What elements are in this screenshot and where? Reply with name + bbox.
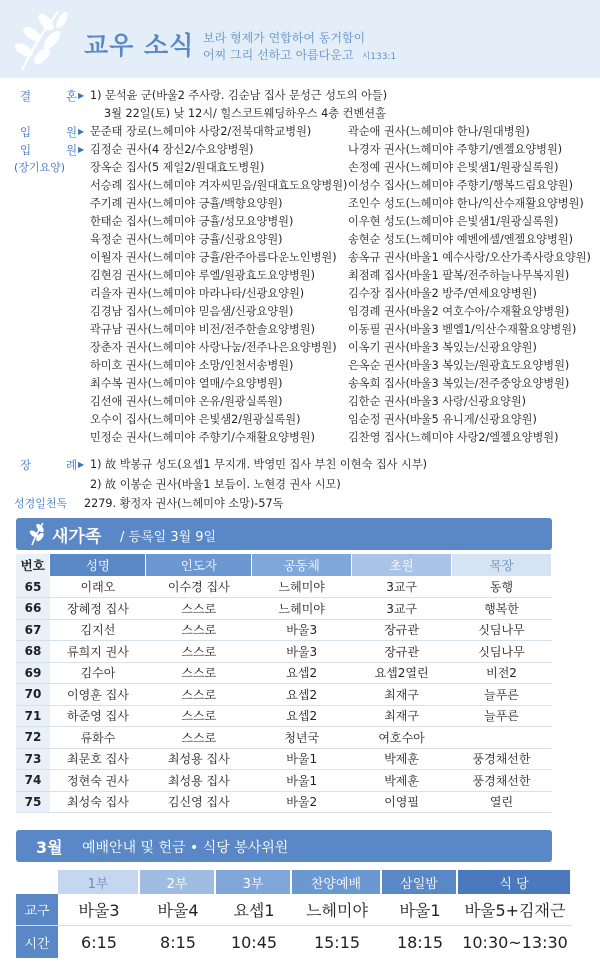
table-cell: 김지선 — [50, 619, 146, 641]
long-term-entry: 김현검 권사(느헤미야 루엘/원광효도요양병원) — [90, 269, 315, 282]
row-number: 71 — [16, 705, 50, 727]
long-term-row — [0, 177, 600, 195]
page-header — [0, 0, 600, 78]
long-term-label: (장기요양) — [14, 161, 66, 174]
long-term-row — [0, 159, 600, 177]
table-cell: 이영훈 집사 — [50, 684, 146, 706]
wedding-row: 결 혼 ▶ 1) 문석윤 군(바울2 주사랑. 김순남 집사 문성근 성도의 아들) — [20, 89, 388, 103]
table-row — [16, 705, 552, 727]
table-cell: 8:15 — [160, 932, 196, 952]
row-number: 67 — [16, 619, 50, 641]
table-cell: 열린 — [452, 791, 552, 813]
bible-reading-text: 2279. 황정자 권사(느헤미야 소망)-57독 — [84, 497, 284, 510]
table-cell: 풍경채선한 — [452, 770, 552, 792]
table-cell: 스스로 — [146, 598, 252, 620]
table-cell: 하준영 집사 — [50, 705, 146, 727]
long-term-entry: 이성수 집사(느헤미야 주향기/행복드림요양원) — [348, 179, 573, 192]
long-term-entry: 송현순 성도(느헤미야 예벤에셀/엔젤요양병원) — [348, 233, 573, 246]
table-cell: 요셉2 — [252, 662, 352, 684]
long-term-entry: 이월자 권사(느헤미야 긍휼/완주아름다운노인병원) — [90, 251, 337, 264]
table-cell: 바울1 — [382, 894, 458, 926]
long-term-entry: 하미호 권사(느헤미야 소망/인천서송병원) — [90, 359, 294, 372]
table-cell: 15:15 — [313, 932, 361, 952]
leaf-branch-icon — [8, 6, 80, 74]
table-cell: 바울1 — [252, 748, 352, 770]
long-term-entry: 송옥희 집사(바울3 복있는/전주중앙요양병원) — [348, 377, 570, 390]
table-cell: 정현숙 권사 — [50, 770, 146, 792]
long-term-entry: 민정순 권사(느헤미야 주향기/수재활요양병원) — [90, 431, 315, 444]
admission-entry: 나경자 권사(느헤미야 주향기/엔젤요양병원) — [348, 143, 563, 156]
table-cell: 바울5+김재근 — [458, 894, 572, 926]
table-cell: 풍경채선한 — [452, 748, 552, 770]
scripture-verse — [203, 30, 396, 66]
long-term-entry: 한태순 집사(느헤미야 긍휼/성모요양병원) — [90, 215, 294, 228]
table-cell: 바울3 — [252, 619, 352, 641]
table-cell: 18:15 — [396, 932, 444, 952]
admission-row: 입 원 ▶ 김정순 권사(4 장신2/수요양병원) 나경자 권사(느헤미야 주향기/엔젤요양병원) — [20, 143, 563, 157]
row-number: 70 — [16, 684, 50, 706]
table-cell: 요셉2 — [252, 684, 352, 706]
column-header: 목장 — [452, 554, 552, 576]
table-cell: 이영필 — [352, 791, 452, 813]
long-term-row — [0, 429, 600, 447]
long-term-entry: 김찬영 집사(느헤미야 사랑2/엘젤요양병원) — [348, 431, 559, 444]
table-cell: 스스로 — [146, 727, 252, 749]
table-row — [16, 641, 552, 663]
new-family-date: / 등록일 3월 9일 — [120, 530, 217, 545]
triangle-right-icon: ▶ — [78, 127, 85, 136]
table-cell: 바울4 — [140, 894, 216, 926]
table-cell: 이수경 집사 — [146, 576, 252, 598]
long-term-entry: 곽규남 권사(느헤미야 비전/전주한솔요양병원) — [90, 323, 315, 336]
column-header: 번호 — [16, 554, 50, 576]
table-cell — [452, 727, 552, 749]
table-row — [16, 598, 552, 620]
long-term-entry: 임경례 권사(바울2 여호수아/수재활요양병원) — [348, 305, 570, 318]
column-header: 성명 — [50, 554, 146, 576]
table-cell: 느헤미야 — [292, 894, 382, 926]
table-cell: 늘푸른 — [452, 684, 552, 706]
admission-entry: 김정순 권사(4 장신2/수요양병원) — [90, 143, 254, 156]
table-cell: 6:15 — [81, 932, 117, 952]
funeral-row — [0, 476, 600, 494]
row-label: 시간 — [16, 926, 58, 958]
table-cell: 비전2 — [452, 662, 552, 684]
table-row — [16, 727, 552, 749]
table-cell: 장규관 — [352, 641, 452, 663]
long-term-entry: 김한순 권사(바울3 사랑/신광요양원) — [348, 395, 527, 408]
page-title: 교우 소식 — [84, 31, 195, 60]
long-term-entry: 육정순 권사(느헤미야 긍휼/신광요양원) — [90, 233, 283, 246]
row-number: 68 — [16, 641, 50, 663]
column-header: 공동체 — [252, 554, 352, 576]
table-cell: 류화수 — [50, 727, 146, 749]
table-row — [16, 662, 552, 684]
verse-line-2: 어찌 그리 선하고 아름다운고 — [203, 48, 354, 62]
table-cell: 늘푸른 — [452, 705, 552, 727]
table-cell: 느헤미야 — [252, 598, 352, 620]
row-number: 65 — [16, 576, 50, 598]
bible-reading-label: 성경일천독 — [14, 497, 68, 510]
long-term-entry: 최점례 집사(바울1 팔복/전주하늘나무복지원) — [348, 269, 570, 282]
admission-entry: 문준태 장로(느헤미야 사랑2/전북대학교병원) — [90, 125, 312, 138]
long-term-entry: 김선애 권사(느헤미야 온유/원광실록원) — [90, 395, 283, 408]
table-cell: 이래오 — [50, 576, 146, 598]
admission-entry: 곽순애 권사(느헤미야 한나/원대병원) — [348, 125, 530, 138]
table-cell: 최성숙 집사 — [50, 791, 146, 813]
column-header: 2부 — [140, 870, 216, 894]
table-cell: 싯딤나무 — [452, 641, 552, 663]
service-month: 3월 — [36, 838, 63, 857]
long-term-entry: 장춘자 권사(느헤미야 사랑나눔/전주나은요양병원) — [90, 341, 337, 354]
row-number: 74 — [16, 770, 50, 792]
bible-reading-row — [0, 495, 600, 513]
verse-reference: 시133:1 — [361, 52, 397, 62]
long-term-row — [0, 195, 600, 213]
table-cell: 바울2 — [252, 791, 352, 813]
long-term-row — [0, 375, 600, 393]
table-cell: 요셉2 — [252, 705, 352, 727]
table-cell: 느헤미야 — [252, 576, 352, 598]
table-row — [16, 926, 572, 958]
column-header: 1부 — [58, 870, 140, 894]
long-term-entry: 손정예 권사(느헤미야 은빛샘1/원광실록원) — [348, 161, 559, 174]
table-cell: 바울1 — [252, 770, 352, 792]
table-cell: 행복한 — [452, 598, 552, 620]
long-term-row — [0, 213, 600, 231]
funeral-row: 장 례 ▶ 1) 故 박봉규 성도(요셉1 무지개. 박영민 집사 부친 이현숙 집사 시부) — [20, 458, 428, 472]
long-term-row — [0, 231, 600, 249]
table-cell: 여호수아 — [352, 727, 452, 749]
long-term-entry: 서승례 집사(느헤미야 겨자씨믿음/원대효도요양병원) — [90, 179, 348, 192]
triangle-right-icon: ▶ — [78, 460, 85, 469]
row-number: 72 — [16, 727, 50, 749]
long-term-row — [0, 393, 600, 411]
service-table — [16, 870, 572, 958]
table-row — [16, 576, 552, 598]
long-term-row — [0, 411, 600, 429]
table-cell: 김수아 — [50, 662, 146, 684]
triangle-right-icon: ▶ — [78, 145, 85, 154]
table-header-row — [16, 554, 552, 576]
table-cell: 장혜정 집사 — [50, 598, 146, 620]
table-cell: 요셉1 — [216, 894, 292, 926]
table-cell: 최재구 — [352, 705, 452, 727]
table-row — [16, 770, 552, 792]
long-term-row — [0, 321, 600, 339]
table-cell: 장규관 — [352, 619, 452, 641]
row-label: 교구 — [16, 894, 58, 926]
long-term-entry: 최수복 권사(느헤미야 열매/수요양병원) — [90, 377, 283, 390]
long-term-row — [0, 303, 600, 321]
wedding-detail: 3월 22일(토) 낮 12시/ 힐스코트웨딩하우스 4층 컨벤션홀 — [104, 107, 386, 120]
table-cell: 박제훈 — [352, 748, 452, 770]
funeral-entry: 1) 故 박봉규 성도(요셉1 무지개. 박영민 집사 부친 이현숙 집사 시부) — [90, 458, 428, 471]
table-cell: 김신영 집사 — [146, 791, 252, 813]
long-term-entry: 이우현 성도(느헤미야 은빛샘1/원광실록원) — [348, 215, 559, 228]
long-term-entry: 김경남 집사(느헤미야 믿음샘/신광요양원) — [90, 305, 294, 318]
row-number: 75 — [16, 791, 50, 813]
new-family-table — [16, 554, 552, 813]
table-cell: 스스로 — [146, 662, 252, 684]
column-header: 인도자 — [146, 554, 252, 576]
table-row — [16, 791, 552, 813]
table-cell: 10:30~13:30 — [462, 932, 568, 952]
table-cell: 최재구 — [352, 684, 452, 706]
long-term-entry: 리을자 권사(느헤미야 마라나타/신광요양원) — [90, 287, 305, 300]
table-header-row — [16, 870, 572, 894]
table-cell: 3교구 — [352, 576, 452, 598]
table-cell: 류희지 권사 — [50, 641, 146, 663]
column-header: 삼일밤 — [382, 870, 458, 894]
long-term-row — [0, 285, 600, 303]
row-number: 66 — [16, 598, 50, 620]
row-number: 73 — [16, 748, 50, 770]
long-term-entry: 장옥순 집사(5 제일2/원대효도병원) — [90, 161, 265, 174]
table-cell: 스스로 — [146, 641, 252, 663]
table-cell: 10:45 — [230, 932, 278, 952]
long-term-entry: 은옥순 권사(바울3 복있는/원광효도요양병원) — [348, 359, 570, 372]
table-cell: 요셉2열린 — [352, 662, 452, 684]
table-cell: 바울3 — [58, 894, 140, 926]
table-row — [16, 619, 552, 641]
leaf-icon — [26, 521, 48, 547]
table-cell: 동행 — [452, 576, 552, 598]
long-term-entry: 김수장 집사(바울2 방주/연세요양병원) — [348, 287, 537, 300]
table-cell: 3교구 — [352, 598, 452, 620]
long-term-entry: 임순정 권사(바울5 유니게/신광요양원) — [348, 413, 537, 426]
row-number: 69 — [16, 662, 50, 684]
long-term-entry: 오수이 집사(느헤미야 은빛샘2/원광실록원) — [90, 413, 301, 426]
table-cell: 스스로 — [146, 684, 252, 706]
long-term-row — [0, 339, 600, 357]
table-cell: 스스로 — [146, 705, 252, 727]
table-row — [16, 748, 552, 770]
table-cell: 청년국 — [252, 727, 352, 749]
long-term-row — [0, 357, 600, 375]
wedding-info: 1) 문석윤 군(바울2 주사랑. 김순남 집사 문성근 성도의 아들) — [90, 89, 388, 102]
column-header: 식 당 — [458, 870, 572, 894]
table-cell: 최성용 집사 — [146, 770, 252, 792]
long-term-entry: 조인수 성도(느헤미야 한나/익산수재활요양병원) — [348, 197, 584, 210]
column-header: 찬양예배 — [292, 870, 382, 894]
table-cell: 최문호 집사 — [50, 748, 146, 770]
table-cell: 바울3 — [252, 641, 352, 663]
table-cell: 최성용 집사 — [146, 748, 252, 770]
column-header: 초원 — [352, 554, 452, 576]
triangle-right-icon: ▶ — [78, 91, 85, 100]
new-family-title: 새가족 — [52, 527, 102, 547]
column-header: 3부 — [216, 870, 292, 894]
table-row — [16, 684, 552, 706]
table-row — [16, 894, 572, 926]
long-term-entry: 주기례 권사(느헤미야 긍휼/백향요양원) — [90, 197, 283, 210]
table-cell: 박제훈 — [352, 770, 452, 792]
service-bar — [16, 830, 552, 862]
table-cell: 싯딤나무 — [452, 619, 552, 641]
long-term-entry: 이동필 권사(바울3 벧엘1/익산수재활요양병원) — [348, 323, 577, 336]
table-cell: 스스로 — [146, 619, 252, 641]
long-term-row — [0, 249, 600, 267]
verse-line-1: 보라 형제가 연합하여 동거함이 — [203, 31, 366, 45]
long-term-row — [0, 267, 600, 285]
long-term-entry: 이옥기 권사(바울3 복있는/신광요양원) — [348, 341, 537, 354]
wedding-detail-row — [0, 105, 600, 123]
service-title: 예배안내 및 헌금 • 식당 봉사위원 — [82, 840, 289, 856]
long-term-entry: 송옥규 권사(바울1 예수사랑/오산가족사랑요양원) — [348, 251, 591, 264]
funeral-entry: 2) 故 이봉순 권사(바울1 보듬이. 노현경 권사 시모) — [90, 478, 341, 491]
admission-row: 입 원 ▶ 문준태 장로(느헤미야 사랑2/전북대학교병원) 곽순애 권사(느헤미야 한나/원대병원) — [20, 125, 530, 139]
new-family-bar — [16, 518, 552, 550]
